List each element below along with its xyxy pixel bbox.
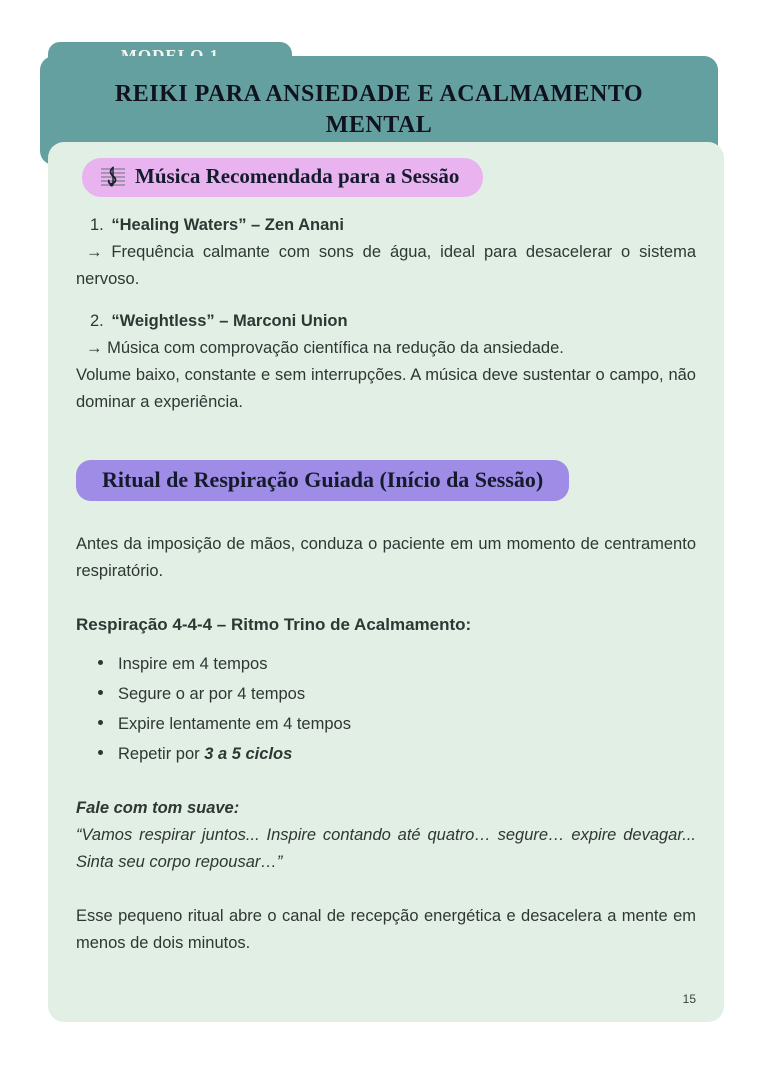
music-item-2-title: “Weightless” – Marconi Union xyxy=(111,312,348,330)
music-item-1-title-line xyxy=(90,212,696,239)
music-item-2-title-line xyxy=(90,308,696,335)
music-section-heading-label: Música Recomendada para a Sessão xyxy=(135,164,460,188)
page-title xyxy=(40,56,718,141)
breathing-step-1: Inspire em 4 tempos xyxy=(118,655,268,673)
music-item-1 xyxy=(76,212,696,293)
bullet-dot xyxy=(98,750,103,755)
breathing-step-4-emphasis: 3 a 5 ciclos xyxy=(204,745,293,763)
list-item xyxy=(98,741,696,768)
music-item-2-note: Volume baixo, constante e sem interrupções. A música deve sustentar o campo, não dominar a experiência. xyxy=(76,366,696,411)
music-section-heading xyxy=(82,158,483,197)
music-item-2 xyxy=(76,308,696,416)
breathing-section-heading-label: Ritual de Respiração Guiada (Início da Sessão) xyxy=(102,467,544,492)
music-item-2-description: → Música com comprovação científica na redução da ansiedade. xyxy=(86,339,564,357)
music-item-1-number: 1. xyxy=(90,216,104,234)
list-item xyxy=(98,711,696,738)
breathing-step-2: Segure o ar por 4 tempos xyxy=(118,685,306,703)
speech-quote: “Vamos respirar juntos... Inspire contando até quatro… segure… expire devagar... Sinta seu corpo repousar…” xyxy=(76,826,696,871)
breathing-step-3: Expire lentamente em 4 tempos xyxy=(118,715,351,733)
breathing-section-heading xyxy=(76,460,569,501)
breathing-subheading: Respiração 4-4-4 – Ritmo Trino de Acalmamento: xyxy=(76,615,472,634)
breathing-step-4-prefix: Repetir por xyxy=(118,745,205,763)
bullet-dot xyxy=(98,720,103,725)
music-item-2-number: 2. xyxy=(90,312,104,330)
breathing-steps-list xyxy=(98,651,696,768)
content-panel xyxy=(48,142,724,1022)
speech-label: Fale com tom suave: xyxy=(76,799,240,817)
page-title-line1: REIKI PARA ANSIEDADE E ACALMAMENTO xyxy=(114,81,644,107)
list-item xyxy=(98,681,696,708)
bullet-dot xyxy=(98,660,103,665)
musical-score-icon xyxy=(100,166,126,188)
music-item-1-title: “Healing Waters” – Zen Anani xyxy=(111,216,344,234)
page-number: 15 xyxy=(682,992,696,1006)
breathing-step-4 xyxy=(118,741,292,768)
list-item xyxy=(98,651,696,678)
closing-paragraph: Esse pequeno ritual abre o canal de recepção energética e desacelera a mente em menos de dois minutos. xyxy=(76,907,696,952)
bullet-dot xyxy=(98,690,103,695)
page-title-line2: MENTAL xyxy=(325,112,433,138)
breathing-intro: Antes da imposição de mãos, conduza o paciente em um momento de centramento respiratório. xyxy=(76,535,696,580)
music-item-1-description: → Frequência calmante com sons de água, ideal para desacelerar o sistema nervoso. xyxy=(76,243,696,288)
